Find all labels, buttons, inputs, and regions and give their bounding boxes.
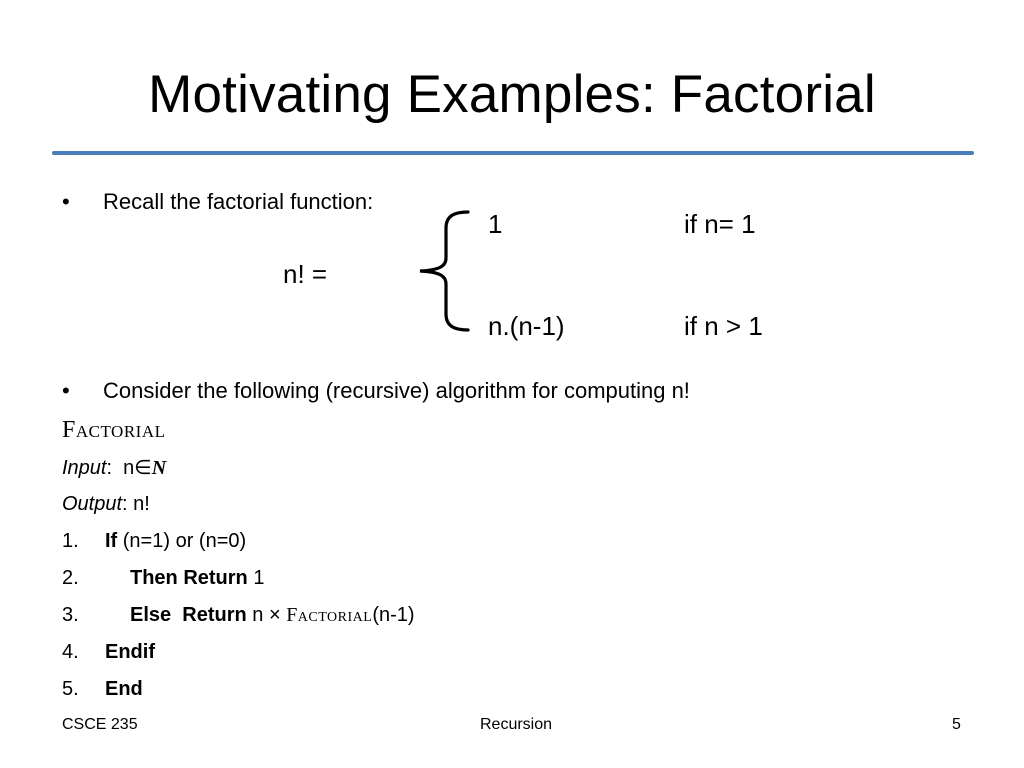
page-number: 5 (952, 716, 961, 733)
bullet-marker: • (62, 189, 70, 214)
case1-condition: if n= 1 (684, 209, 756, 239)
algorithm-step-2 (62, 565, 264, 591)
step-number: 4. (62, 641, 79, 663)
algorithm-output: Output: n! (62, 493, 150, 515)
algorithm-step-5 (62, 676, 143, 702)
algorithm-input: Input: n∈N (62, 457, 167, 479)
footer-course: CSCE 235 (62, 716, 138, 733)
step-keyword: Endif (105, 641, 155, 663)
step-keyword: If (105, 530, 118, 552)
step-text: (n-1) (372, 604, 415, 626)
title-underline (52, 151, 974, 155)
step-text: (n=1) or (n=0) (117, 530, 247, 552)
bullet-text: Consider the following (recursive) algorithm for computing n! (103, 378, 690, 403)
bullet-marker: • (62, 378, 70, 403)
factorial-lhs: n! = (283, 259, 328, 289)
case2-condition: if n > 1 (684, 311, 763, 341)
step-keyword: End (105, 678, 143, 700)
bullet-text: Recall the factorial function: (103, 189, 374, 214)
step-number: 1. (62, 530, 79, 552)
step-number: 2. (62, 567, 79, 589)
step-text: 1 (247, 567, 265, 589)
step-number: 3. (62, 604, 79, 626)
input-value: n (123, 457, 135, 479)
case2-value: n.(n-1) (488, 311, 565, 341)
algorithm-name: Factorial (62, 417, 166, 443)
slide-title: Motivating Examples: Factorial (148, 65, 876, 124)
input-label: Input (62, 457, 107, 479)
natural-numbers-set: N (151, 457, 167, 479)
step-keyword: Else Return (130, 604, 247, 626)
output-value: n! (133, 493, 150, 515)
case1-value: 1 (488, 209, 503, 239)
algorithm-step-1 (62, 528, 246, 554)
algorithm-step-3 (62, 602, 415, 628)
step-number: 5. (62, 678, 79, 700)
output-label: Output (62, 493, 123, 515)
step-keyword: Then Return (130, 567, 248, 589)
footer-topic: Recursion (479, 716, 553, 733)
recursive-call: Factorial (286, 604, 373, 626)
step-text: n × (246, 604, 287, 626)
left-brace-icon (410, 206, 474, 336)
algorithm-step-4 (62, 639, 155, 665)
element-of-symbol: ∈ (134, 457, 152, 479)
